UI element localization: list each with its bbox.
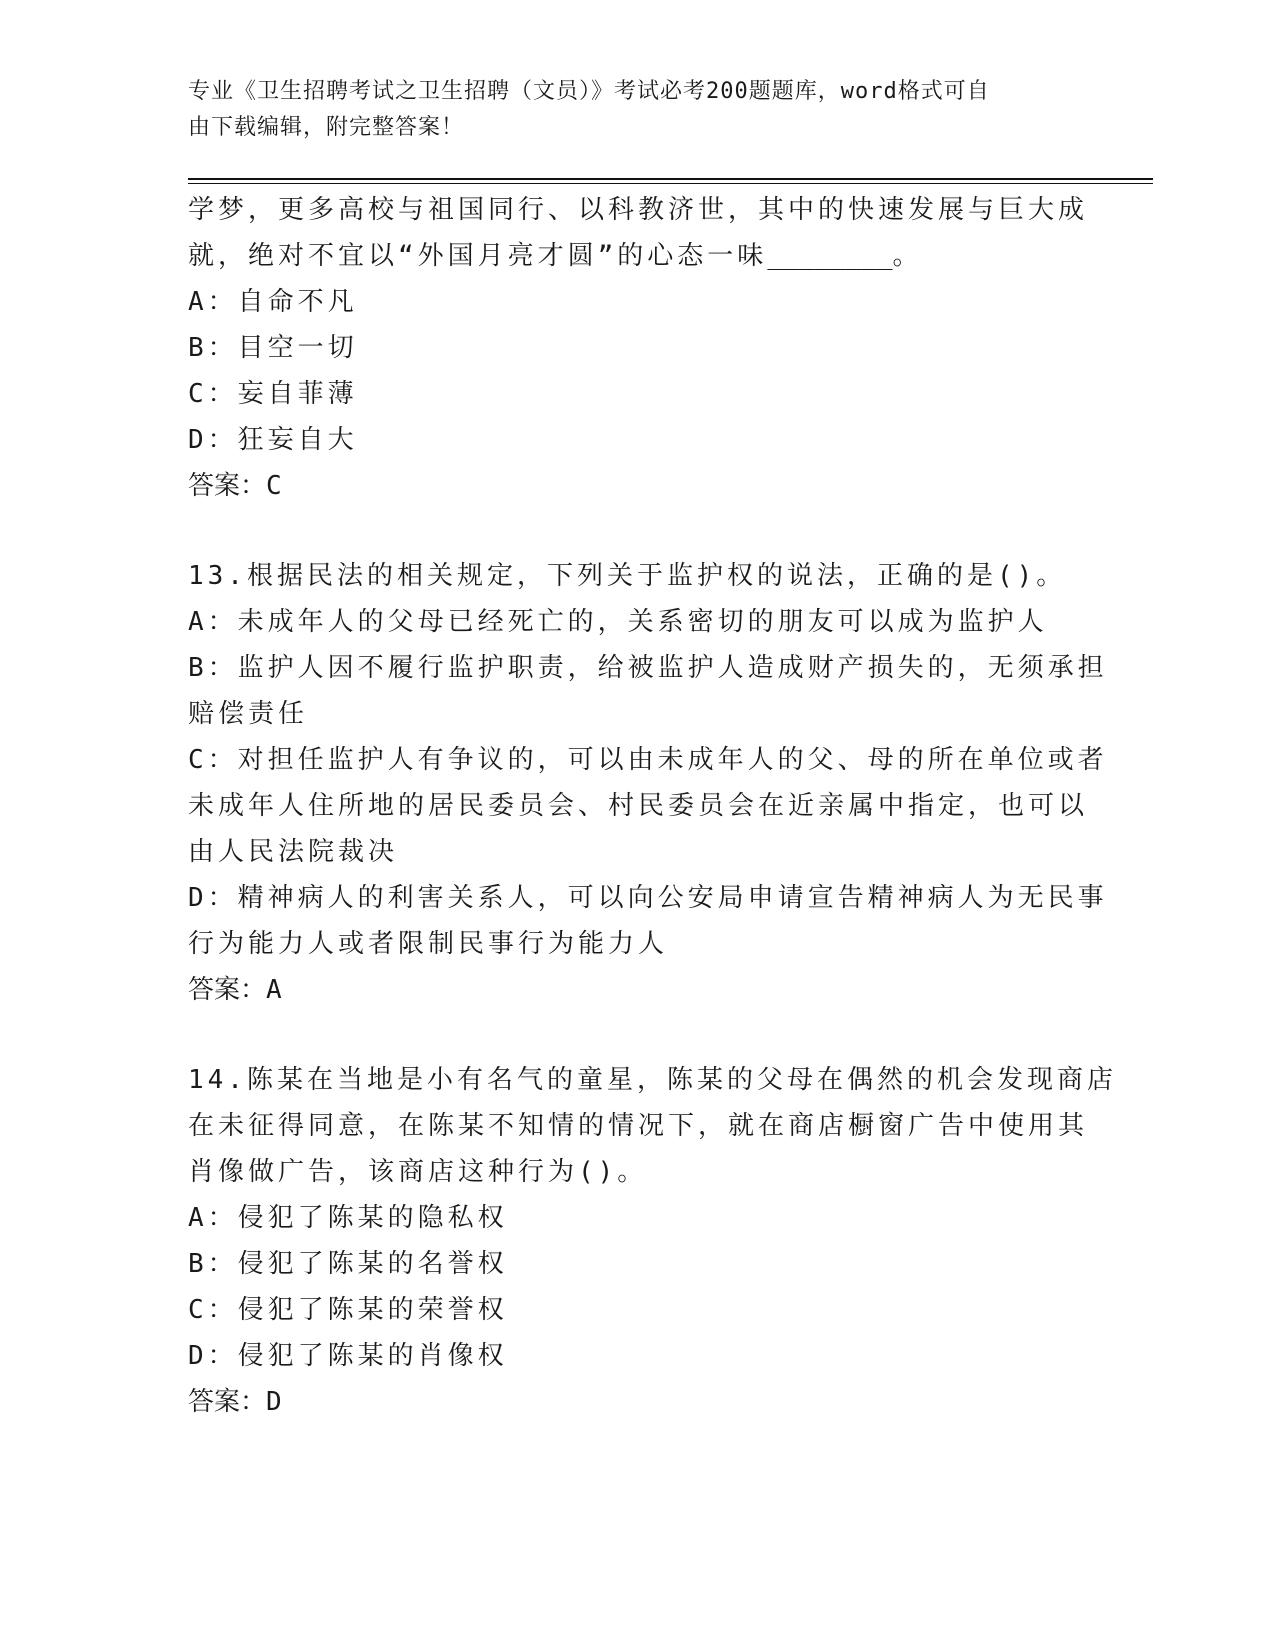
q12-stem-line-2: [188, 233, 1088, 279]
q14-option-b: B：侵犯了陈某的名誉权: [188, 1249, 508, 1279]
q13-answer-value: A: [266, 975, 286, 1005]
q12-answer-value: C: [266, 471, 286, 501]
q13-option-b-line-1: B：监护人因不履行监护职责，给被监护人造成财产损失的，无须承担: [188, 653, 1108, 683]
q12-stem-text: 就，绝对不宜以“外国月亮才圆”的心态一味: [188, 241, 768, 271]
q13-stem: 13.根据民法的相关规定，下列关于监护权的说法，正确的是()。: [188, 561, 1067, 591]
q12-option-b: B：目空一切: [188, 333, 358, 363]
q13-option-c-line-1: C：对担任监护人有争议的，可以由未成年人的父、母的所在单位或者: [188, 745, 1108, 775]
q13-option-d-line-1: D：精神病人的利害关系人，可以向公安局申请宣告精神病人为无民事: [188, 883, 1108, 913]
document-header: [188, 74, 1068, 146]
q14-answer: [188, 1379, 1088, 1425]
q12-option-d: D：狂妄自大: [188, 425, 358, 455]
q12-stem-end: 。: [892, 241, 923, 271]
q14-stem-line-3: 肖像做广告，该商店这种行为()。: [188, 1157, 648, 1187]
spacer: [188, 509, 1088, 553]
question-12: [188, 187, 1088, 509]
q14-option-d: D：侵犯了陈某的肖像权: [188, 1341, 508, 1371]
header-line-2: 由下载编辑，附完整答案！: [188, 115, 465, 140]
q12-option-a: A：自命不凡: [188, 287, 358, 317]
q12-stem-line-1: 学梦，更多高校与祖国同行、以科教济世，其中的快速发展与巨大成: [188, 195, 1089, 225]
q13-answer-label: 答案：: [188, 975, 267, 1005]
q14-option-a: A：侵犯了陈某的隐私权: [188, 1203, 508, 1233]
question-14: [188, 1057, 1117, 1425]
q14-answer-value: D: [266, 1387, 286, 1417]
q14-stem-line-2: 在未征得同意，在陈某不知情的情况下，就在商店橱窗广告中使用其: [188, 1111, 1089, 1141]
q14-stem-line-1: 14.陈某在当地是小有名气的童星，陈某的父母在偶然的机会发现商店: [188, 1065, 1117, 1095]
q14-answer-label: 答案：: [188, 1387, 267, 1417]
header-rule-thick: [188, 178, 1153, 180]
q13-option-c-line-2: 未成年人住所地的居民委员会、村民委员会在近亲属中指定，也可以: [188, 791, 1089, 821]
q13-option-c-line-3: 由人民法院裁决: [188, 837, 399, 867]
question-content: [188, 187, 1117, 1425]
q13-option-b-line-2: 赔偿责任: [188, 699, 309, 729]
q13-answer: [188, 967, 1088, 1013]
q13-option-a: A：未成年人的父母已经死亡的，关系密切的朋友可以成为监护人: [188, 607, 1048, 637]
question-13: [188, 553, 1108, 1013]
spacer: [188, 1013, 1088, 1057]
q12-option-c: C：妄自菲薄: [188, 379, 358, 409]
q12-blank: ________: [767, 241, 893, 271]
q14-option-c: C：侵犯了陈某的荣誉权: [188, 1295, 508, 1325]
q13-option-d-line-2: 行为能力人或者限制民事行为能力人: [188, 929, 669, 959]
q12-answer: [188, 463, 1088, 509]
header-line-1: 专业《卫生招聘考试之卫生招聘（文员）》考试必考200题题库，word格式可自: [188, 79, 990, 104]
header-rule-thin: [188, 183, 1153, 184]
q12-answer-label: 答案：: [188, 471, 267, 501]
